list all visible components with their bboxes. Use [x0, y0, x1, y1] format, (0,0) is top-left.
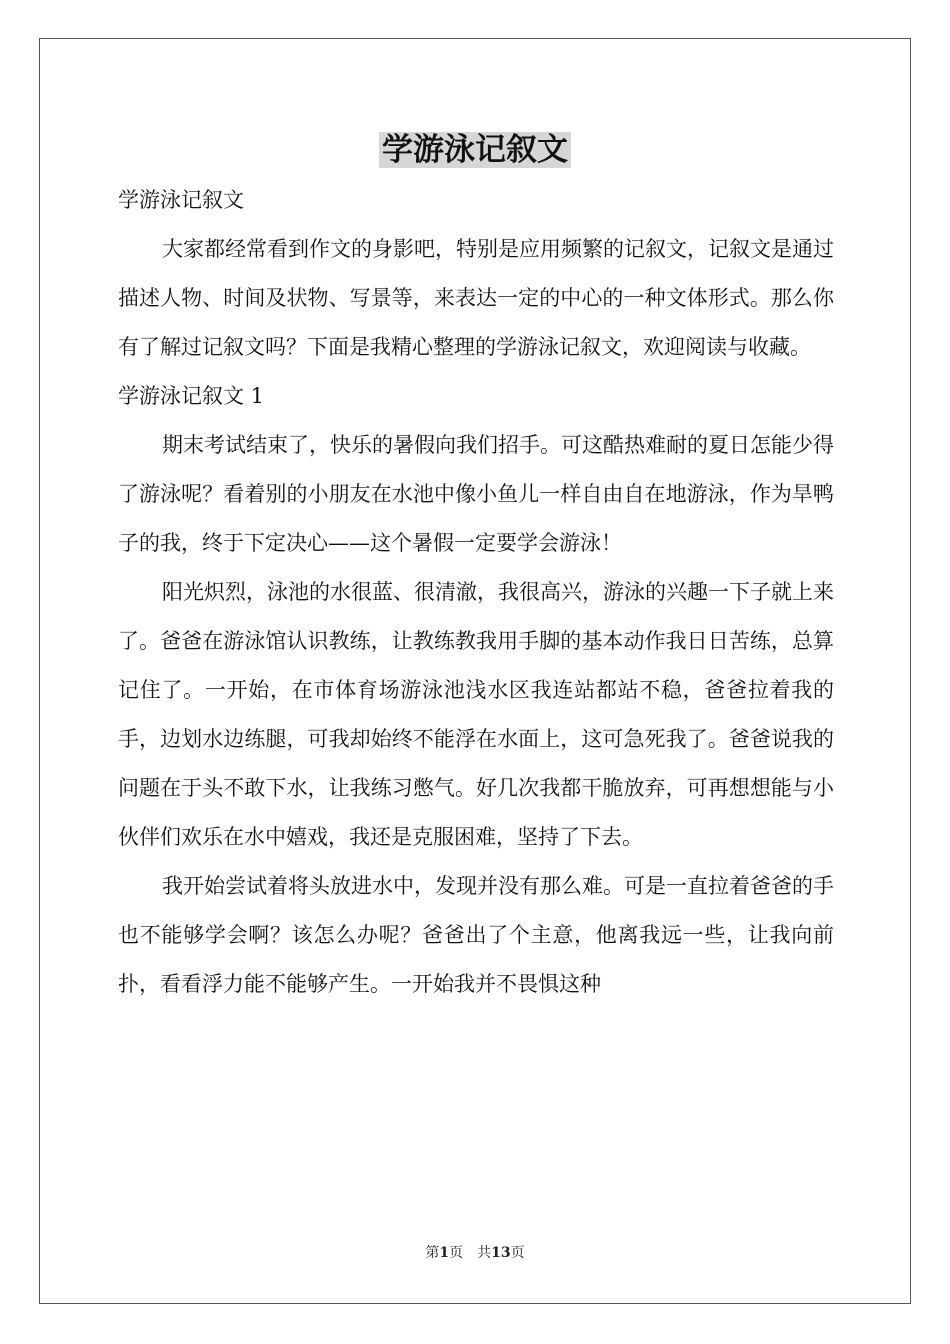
footer-mid: 页 共 — [449, 1245, 492, 1261]
footer-page-number: 1 — [439, 1245, 450, 1261]
page-footer — [0, 1243, 950, 1263]
document-body — [118, 176, 834, 1009]
body-paragraph: 阳光炽烈，泳池的水很蓝、很清澈，我很高兴，游泳的兴趣一下子就上来了。爸爸在游泳馆认识教练，让教练教我用手脚的基本动作我日日苦练，总算记住了。一开始，在市体育场游泳池浅水区我连站都站不稳，爸爸拉着我的手，边划水边练腿，可我却始终不能浮在水面上，这可急死我了。爸爸说我的问题在于头不敢下水，让我练习憋气。好几次我都干脆放弃，可再想想能与小伙伴们欢乐在水中嬉戏，我还是克服困难，坚持了下去。 — [118, 580, 834, 849]
intro-paragraph: 大家都经常看到作文的身影吧，特别是应用频繁的记叙文，记叙文是通过描述人物、时间及状物、写景等，来表达一定的中心的一种文体形式。那么你有了解过记叙文吗？下面是我精心整理的学游泳记叙文，欢迎阅读与收藏。 — [118, 237, 834, 359]
body-paragraph: 期末考试结束了，快乐的暑假向我们招手。可这酷热难耐的夏日怎能少得了游泳呢？看着别的小朋友在水池中像小鱼儿一样自由自在地游泳，作为旱鸭子的我，终于下定决心——这个暑假一定要学会游泳！ — [118, 433, 834, 555]
section-heading: 学游泳记叙文 1 — [118, 384, 265, 408]
body-paragraph: 我开始尝试着将头放进水中，发现并没有那么难。可是一直拉着爸爸的手也不能够学会啊？该怎么办呢？爸爸出了个主意，他离我远一些，让我向前扑，看看浮力能不能够产生。一开始我并不畏惧这种 — [118, 874, 834, 996]
footer-total-pages: 13 — [491, 1245, 511, 1261]
document-title — [0, 128, 950, 172]
footer-suffix: 页 — [510, 1245, 525, 1261]
subtitle-paragraph: 学游泳记叙文 — [118, 188, 244, 212]
footer-prefix: 第 — [425, 1245, 440, 1261]
document-title-text: 学游泳记叙文 — [379, 132, 571, 168]
